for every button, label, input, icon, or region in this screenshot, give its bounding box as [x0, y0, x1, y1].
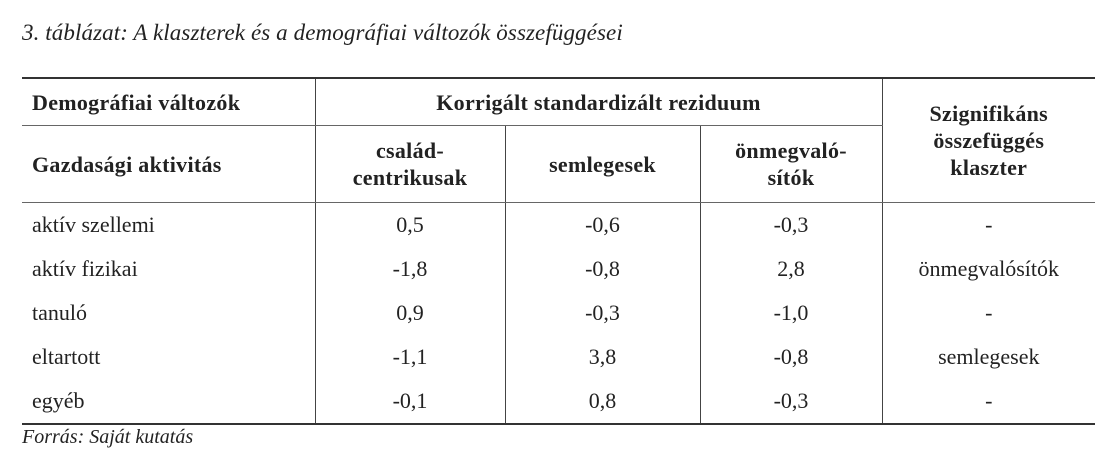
header-residual-group: Korrigált standardizált reziduum: [315, 78, 882, 126]
cell-family-centric: 0,9: [315, 291, 505, 335]
row-label: aktív fizikai: [22, 247, 315, 291]
cell-cluster: -: [882, 379, 1095, 424]
table-row: [22, 247, 1095, 291]
header-demographic-variables: Demográfiai változók: [22, 78, 315, 126]
header-sub-self-realizers: [700, 126, 882, 203]
table-row: [22, 379, 1095, 424]
cluster-demographics-table: [22, 77, 1095, 425]
row-label: eltartott: [22, 335, 315, 379]
table-row: [22, 203, 1095, 248]
cell-cluster: -: [985, 212, 993, 237]
cell-neutral: -0,8: [505, 247, 700, 291]
header-economic-activity: Gazdasági aktivitás: [22, 126, 315, 203]
cell-neutral: 3,8: [505, 335, 700, 379]
cell-self-realizers: 2,8: [700, 247, 882, 291]
cell-cluster: semlegesek: [938, 344, 1040, 369]
cell-self-realizers: -0,3: [700, 203, 882, 248]
header-significant-cluster-label: Szignifikáns összefüggés klaszter: [929, 101, 1049, 180]
cell-self-realizers: -1,0: [700, 291, 882, 335]
cell-family-centric: -0,1: [315, 379, 505, 424]
row-label: tanuló: [22, 291, 315, 335]
header-sub-family-centric-label: család- centrikusak: [352, 138, 468, 190]
cell-neutral: 0,8: [505, 379, 700, 424]
source-note: Forrás: Saját kutatás: [22, 426, 194, 448]
cell-neutral: -0,6: [505, 203, 700, 248]
cell-self-realizers: -0,8: [700, 335, 882, 379]
cell-self-realizers: -0,3: [700, 379, 882, 424]
cell-family-centric: 0,5: [315, 203, 505, 248]
table-caption: 3. táblázat: A klaszterek és a demográfiai változók összefüggései: [22, 20, 623, 45]
header-sub-neutral: [505, 126, 700, 203]
row-label: aktív szellemi: [22, 203, 315, 248]
cell-cluster: -: [985, 300, 993, 325]
row-label: egyéb: [22, 379, 315, 424]
header-sub-family-centric: [315, 126, 505, 203]
header-sub-self-realizers-label: önmegvaló- sítók: [735, 138, 847, 190]
cell-family-centric: -1,8: [315, 247, 505, 291]
header-significant-cluster: [882, 78, 1095, 202]
cell-cluster: önmegvalósítók: [918, 256, 1060, 281]
cell-neutral: -0,3: [505, 291, 700, 335]
table-row: [22, 335, 1095, 379]
table-row: [22, 291, 1095, 335]
cell-family-centric: -1,1: [315, 335, 505, 379]
header-sub-neutral-label: semlegesek: [549, 151, 656, 177]
